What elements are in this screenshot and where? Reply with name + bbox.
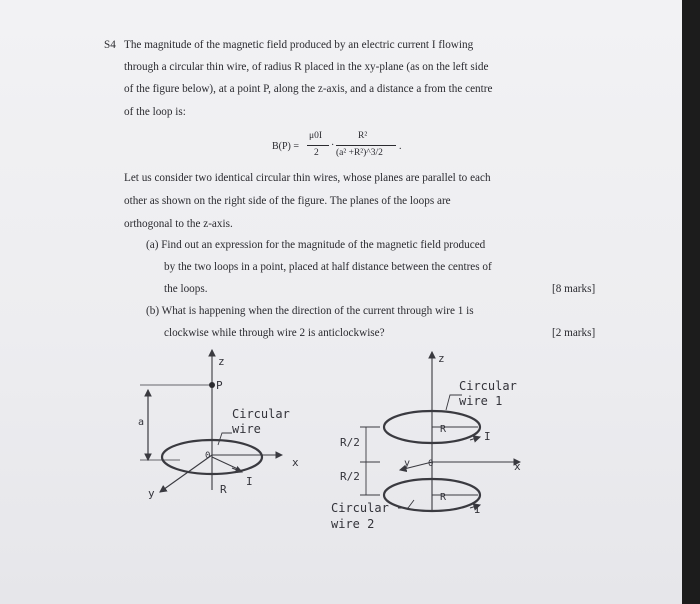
left-origin-label: 0: [205, 451, 211, 461]
formula-num1: μ0I: [309, 131, 323, 141]
left-wire-label-2: wire: [232, 422, 261, 436]
left-z-label: z: [218, 355, 225, 368]
left-y-label: y: [148, 487, 155, 500]
formula-lhs: B(P) =: [272, 141, 300, 152]
formula-end: .: [399, 141, 402, 152]
left-a-label: a: [138, 417, 145, 428]
part-b-line-1: (b) What is happening when the direction of the current through wire 1 is: [146, 305, 474, 317]
part-a-line-2: by the two loops in a point, placed at half distance between the centres of: [164, 261, 492, 273]
problem-line-3: of the figure below), at a point P, along the z-axis, and a distance a from the centre: [124, 83, 493, 95]
part-a-line-3: the loops.: [164, 283, 208, 295]
half-distance-label-2: R/2: [340, 470, 360, 483]
part-a-marks: [8 marks]: [552, 283, 596, 295]
para2-line-3: orthogonal to the z-axis.: [124, 218, 233, 230]
right-origin-label: 0: [428, 459, 434, 469]
left-i-label: I: [246, 475, 253, 488]
problem-line-2: through a circular thin wire, of radius R placed in the xy-plane (as on the left side: [124, 61, 489, 73]
left-wire-label-1: Circular: [232, 407, 290, 421]
left-r-label: R: [220, 483, 227, 496]
left-figure: [140, 350, 282, 492]
wire-1-r-label: R: [440, 424, 447, 435]
right-z-label: z: [438, 352, 445, 365]
wire-2-label-2: wire 2: [331, 517, 375, 531]
para2-line-1: Let us consider two identical circular thin wires, whose planes are parallel to each: [124, 172, 491, 184]
point-p: [209, 382, 215, 388]
half-distance-label-1: R/2: [340, 436, 360, 449]
wire-2-i-label: I: [474, 503, 481, 516]
wire-1-i-label: I: [484, 430, 491, 443]
problem-line-1: The magnitude of the magnetic field produced by an electric current I flowing: [124, 39, 474, 51]
left-x-label: x: [292, 456, 299, 469]
wire-2-label-1: Circular: [331, 501, 389, 515]
wire-1-label-2: wire 1: [459, 394, 503, 408]
part-b-marks: [2 marks]: [552, 327, 596, 339]
left-p-label: P: [216, 379, 223, 392]
left-radius: [212, 457, 240, 470]
formula-den2: (a² +R²)^3/2: [336, 148, 383, 158]
problem-number: S4: [104, 39, 116, 51]
para2-line-2: other as shown on the right side of the figure. The planes of the loops are: [124, 195, 451, 207]
wire-1-current-arrow: [470, 437, 480, 440]
problem-line-4: of the loop is:: [124, 106, 186, 118]
right-y-label: y: [404, 458, 411, 469]
part-b-line-2: clockwise while through wire 2 is anticlockwise?: [164, 327, 385, 339]
wire-2-r-label: R: [440, 492, 447, 503]
formula-num2: R²: [358, 131, 368, 141]
part-a-line-1: (a) Find out an expression for the magnitude of the magnetic field produced: [146, 239, 486, 251]
right-x-label: x: [514, 460, 521, 473]
wire-1-label-1: Circular: [459, 379, 517, 393]
formula-den1: 2: [314, 148, 319, 158]
document-page: S4 The magnitude of the magnetic field produced by an electric current I flowing through a circular thin wire, of radius R placed in the xy-plane (as on the left side of the figure below), at a point P, along the z-axis, and a distance a from the centre of the loop is: B(P) = μ0I 2 · R² (a² +R²)^3/2 . Let us consider two identical circular thin wires, whose planes are parallel to each other as shown on the right side of the figure. The planes of the loops are orthogonal to the z-axis. (a) Find out an expression for the magnitude of the magnetic field produced by the two loops in a point, placed at half distance between the centres of the loops. [8 marks] (b) What is happening when the direction of the current through wire 1 is clockwise while through wire 2 is anticlockwise? [2 marks] z P a 0 x y R I Circular wire z Circular wire 1 R I R/2 R/2 y 0 x R I Circular wire 2: [0, 0, 682, 604]
